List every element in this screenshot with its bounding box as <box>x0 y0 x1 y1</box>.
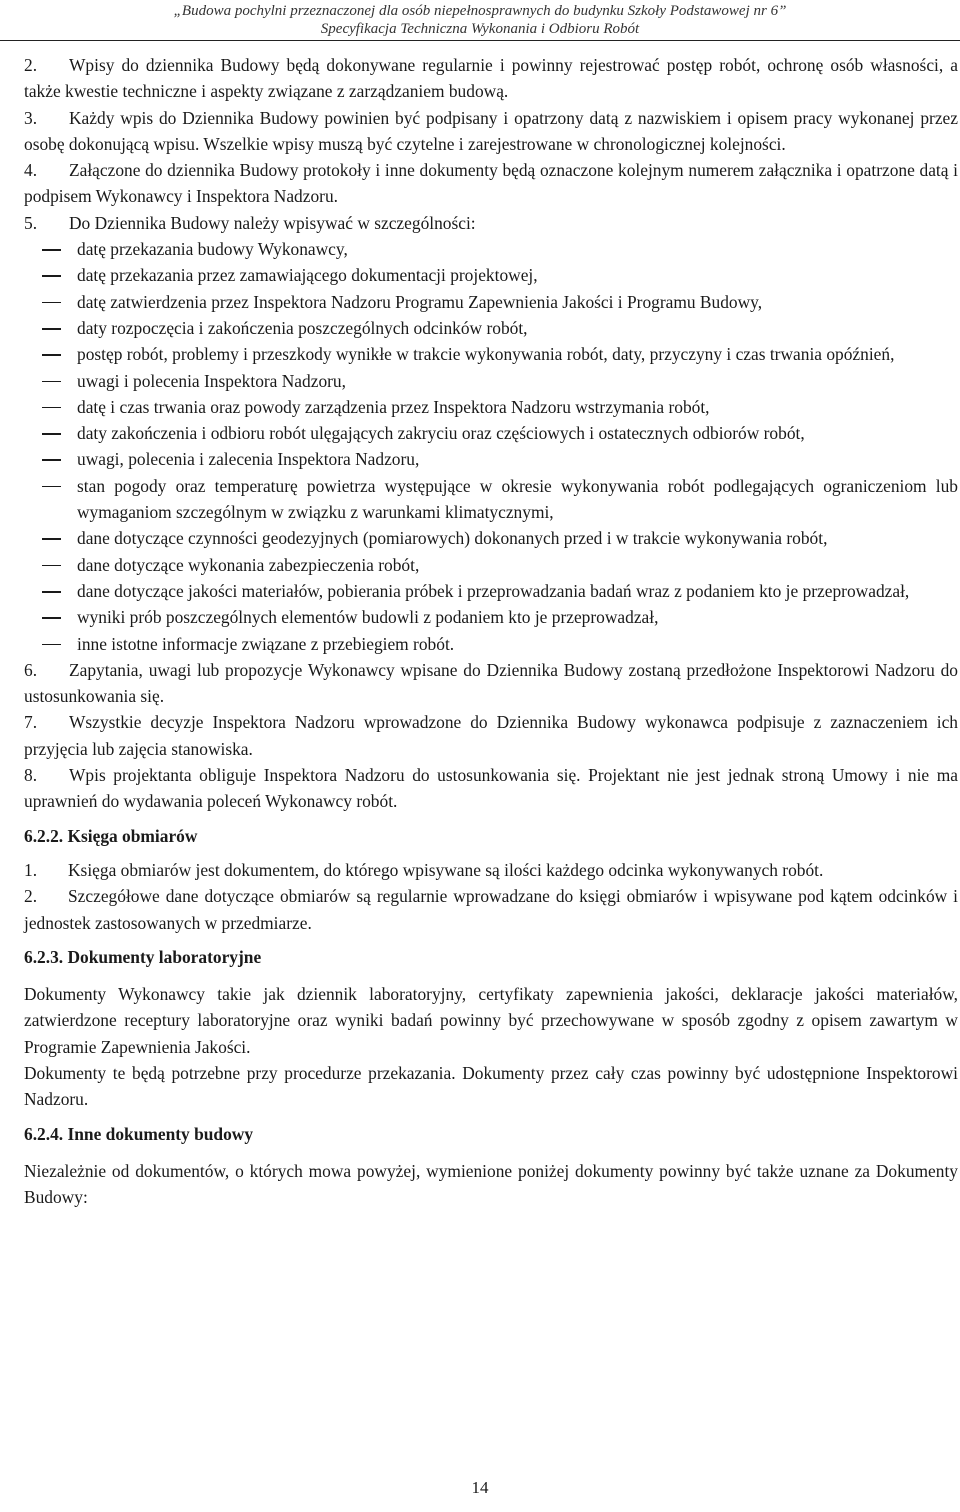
section-623-paragraph-2: Dokumenty te będą potrzebne przy procedurze przekazania. Dokumenty przez cały czas powinny być udostępnione Inspektorowi Nadzoru. <box>24 1062 958 1110</box>
paragraph-text: Każdy wpis do Dziennika Budowy powinien być podpisany i opatrzony datą z nazwiskiem i opisem pracy wykonanej przez osobę dokonującą wpisu. Wszelkie wpisy muszą być czytelne i zarejestrowane w chronologicznej kolejności. <box>24 107 958 154</box>
section-623-paragraph-1: Dokumenty Wykonawcy takie jak dziennik laboratoryjny, certyfikaty zapewnienia jakości, deklaracje jakości materiałów, zatwierdzone receptury laboratoryjne oraz wyniki badań powinny być przechowywane w sposób zgodny z opisem zawartym w Programie Zapewnienia Jakości. <box>24 984 958 1057</box>
paragraph-number: 7. <box>24 712 38 733</box>
paragraph-number: 6. <box>24 659 38 680</box>
dash-list <box>24 236 958 657</box>
paragraph-6 <box>24 657 958 710</box>
list-item: dane dotyczące czynności geodezyjnych (pomiarowych) dokonanych przed i w trakcie wykonywania robót, <box>77 528 828 549</box>
paragraph-number: 2. <box>24 886 38 907</box>
paragraph-text: Wszystkie decyzje Inspektora Nadzoru wprowadzone do Dziennika Budowy wykonawca podpisuje z zaznaczeniem ich przyjęcia lub zajęcia stanowiska. <box>24 712 958 759</box>
paragraph-number: 5. <box>24 212 38 233</box>
paragraph-text: Załączone do dziennika Budowy protokoły i inne dokumenty będą oznaczone kolejnym numerem załącznika i opatrzone datą i podpisem Wykonawcy i Inspektora Nadzoru. <box>24 160 958 207</box>
header-subtitle: Specyfikacja Techniczna Wykonania i Odbioru Robót <box>320 21 640 37</box>
list-item: postęp robót, problemy i przeszkody wynikłe w trakcie wykonywania robót, daty, przyczyny i czas trwania opóźnień, <box>77 344 895 365</box>
paragraph-4 <box>24 157 958 210</box>
paragraph-3 <box>24 105 958 158</box>
document-body <box>24 52 958 1210</box>
paragraph-number: 1. <box>24 859 38 880</box>
section-624-paragraph-1: Niezależnie od dokumentów, o których mowa powyżej, wymienione poniżej dokumenty powinny być także uznane za Dokumenty Budowy: <box>24 1160 958 1208</box>
paragraph-number: 4. <box>24 160 38 181</box>
list-item: daty zakończenia i odbioru robót ulęgających zakryciu oraz częściowych i ostatecznych odbiorów robót, <box>77 423 805 444</box>
list-item: daty rozpoczęcia i zakończenia poszczególnych odcinków robót, <box>77 317 528 338</box>
paragraph-text: Wpis projektanta obliguje Inspektora Nadzoru do ustosunkowania się. Projektant nie jest jednak stroną Umowy i nie ma uprawnień do wydawania poleceń Wykonawcy robót. <box>24 765 958 812</box>
paragraph-5 <box>24 210 958 236</box>
section-622-item-2: 2. Szczegółowe dane dotyczące obmiarów są regularnie wprowadzane do księgi obmiarów i wpisywane pod kątem odcinków i jednostek zastosowanych w przedmiarze. <box>24 883 958 936</box>
paragraph-text: Wpisy do dziennika Budowy będą dokonywane regularnie i powinny rejestrować postęp robót, ochronę osób własności, a także kwestie techniczne i aspekty związane z zarządzaniem budową. <box>24 55 958 102</box>
list-item: uwagi, polecenia i zalecenia Inspektora Nadzoru, <box>77 449 420 470</box>
paragraph-7 <box>24 709 958 762</box>
list-item: datę przekazania budowy Wykonawcy, <box>77 239 348 260</box>
paragraph-number: 3. <box>24 107 38 128</box>
list-item: inne istotne informacje związane z przebiegiem robót. <box>77 633 455 654</box>
list-item: stan pogody oraz temperaturę powietrza występujące w okresie wykonywania robót podlegających ograniczeniom lub wymaganiom szczególnym w związku z warunkami klimatycznymi, <box>77 475 958 523</box>
paragraph-8 <box>24 762 958 815</box>
paragraph-2 <box>24 52 958 105</box>
paragraph-text: Zapytania, uwagi lub propozycje Wykonawcy wpisane do Dziennika Budowy zostaną przedłożone Inspektorowi Nadzoru do ustosunkowania się. <box>24 659 958 707</box>
list-item: datę i czas trwania oraz powody zarządzenia przez Inspektora Nadzoru wstrzymania robót, <box>77 396 710 417</box>
list-item: datę zatwierdzenia przez Inspektora Nadzoru Programu Zapewnienia Jakości i Programu Budowy, <box>77 291 763 312</box>
list-item: dane dotyczące wykonania zabezpieczenia robót, <box>77 554 420 575</box>
page-header <box>0 0 960 41</box>
page-number: 14 <box>471 1478 489 1497</box>
header-title: „Budowa pochylni przeznaczonej dla osób niepełnosprawnych do budynku Szkoły Podstawowej nr 6” <box>173 3 787 19</box>
list-item: dane dotyczące jakości materiałów, pobierania próbek i przeprowadzania badań wraz z podaniem kto je przeprowadzał, <box>77 580 910 601</box>
list-item: uwagi i polecenia Inspektora Nadzoru, <box>77 370 346 391</box>
list-item: datę przekazania przez zamawiającego dokumentacji projektowej, <box>77 265 538 286</box>
section-622-item-1: 1. Księga obmiarów jest dokumentem, do którego wpisywane są ilości każdego odcinka wykonywanych robót. <box>24 857 958 883</box>
paragraph-text: Do Dziennika Budowy należy wpisywać w szczególności: <box>69 212 476 233</box>
list-item: wyniki prób poszczególnych elementów budowli z podaniem kto je przeprowadzał, <box>77 607 659 628</box>
paragraph-number: 8. <box>24 765 38 786</box>
section-heading-623: 6.2.3. Dokumenty laboratoryjne <box>24 946 262 967</box>
section-heading-622: 6.2.2. Księga obmiarów <box>24 825 198 846</box>
section-heading-624: 6.2.4. Inne dokumenty budowy <box>24 1123 254 1144</box>
paragraph-number: 2. <box>24 55 38 75</box>
